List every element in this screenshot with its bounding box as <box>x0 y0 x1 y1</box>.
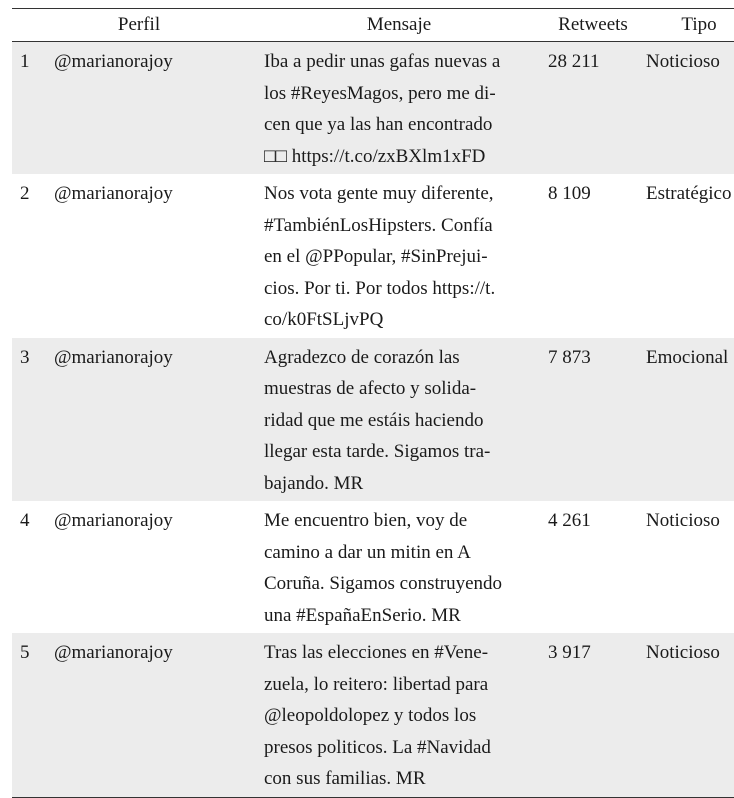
message-line: una #EspañaEnSerio. MR <box>264 604 461 626</box>
table-row <box>12 338 734 502</box>
row-type: Noticioso <box>646 510 720 531</box>
message-line: @leopoldolopez y todos los <box>264 705 477 726</box>
row-retweets: 8 109 <box>548 183 591 204</box>
row-profile: @marianorajoy <box>54 338 254 502</box>
row-retweets: 7 873 <box>544 338 642 502</box>
message-line: cios. Por ti. Por todos https://t. <box>264 277 496 299</box>
row-message <box>254 338 544 502</box>
message-line: Agradezco de corazón las <box>264 346 460 368</box>
tweets-table <box>12 8 734 798</box>
table-row <box>12 633 734 797</box>
row-type: Estratégico <box>646 183 732 204</box>
tweets-table-container <box>12 8 732 798</box>
header-retweets: Retweets <box>544 9 642 42</box>
message-line: #TambiénLosHipsters. Confía <box>264 214 493 236</box>
row-profile: @marianorajoy <box>54 633 254 797</box>
row-profile: @marianorajoy <box>54 42 254 175</box>
message-line: camino a dar un mitin en A <box>264 541 471 563</box>
row-index: 3 <box>12 338 54 502</box>
message-line: cen que ya las han encontrado <box>264 114 493 135</box>
table-body <box>12 42 734 798</box>
table-row <box>12 42 734 175</box>
header-index <box>12 9 54 42</box>
message-line: muestras de afecto y solida- <box>264 378 477 399</box>
message-line: en el @PPopular, #SinPrejui- <box>264 246 488 267</box>
header-profile: Perfil <box>54 9 254 42</box>
message-line: □□ https://t.co/zxBXlm1xFD <box>264 145 486 167</box>
row-profile: @marianorajoy <box>54 510 173 531</box>
message-line: Tras las elecciones en #Vene- <box>264 642 489 663</box>
row-message <box>254 633 544 797</box>
row-retweets: 3 917 <box>544 633 642 797</box>
row-index: 1 <box>12 42 54 175</box>
message-line: bajando. MR <box>264 472 364 494</box>
row-index: 4 <box>20 510 30 531</box>
row-index: 5 <box>12 633 54 797</box>
message-line: Me encuentro bien, voy de <box>264 510 468 531</box>
table-row <box>12 174 734 338</box>
row-retweets: 28 211 <box>544 42 642 175</box>
row-type: Noticioso <box>642 633 734 797</box>
row-retweets: 4 261 <box>548 510 591 531</box>
message-line: llegar esta tarde. Sigamos tra- <box>264 441 491 462</box>
message-line: los #ReyesMagos, pero me di- <box>264 82 496 104</box>
table-header <box>12 9 734 42</box>
row-index: 2 <box>20 183 30 204</box>
message-line: ridad que me estáis haciendo <box>264 409 484 431</box>
message-line: co/k0FtSLjvPQ <box>264 309 384 330</box>
message-line: con sus familias. MR <box>264 768 426 789</box>
header-message: Mensaje <box>254 9 544 42</box>
table-row <box>12 501 734 633</box>
message-line: zuela, lo reitero: libertad para <box>264 673 489 695</box>
row-type: Noticioso <box>642 42 734 175</box>
row-message <box>254 42 544 175</box>
row-type: Emocional <box>642 338 734 502</box>
header-row <box>12 9 734 42</box>
message-line: Iba a pedir unas gafas nuevas a <box>264 51 501 72</box>
header-type: Tipo <box>642 9 734 42</box>
message-line: Coruña. Sigamos construyendo <box>264 573 503 594</box>
row-message <box>254 174 544 338</box>
row-message <box>254 501 544 633</box>
message-line: Nos vota gente muy diferente, <box>264 183 494 204</box>
message-line: presos politicos. La #Navidad <box>264 736 491 758</box>
row-profile: @marianorajoy <box>54 183 173 204</box>
